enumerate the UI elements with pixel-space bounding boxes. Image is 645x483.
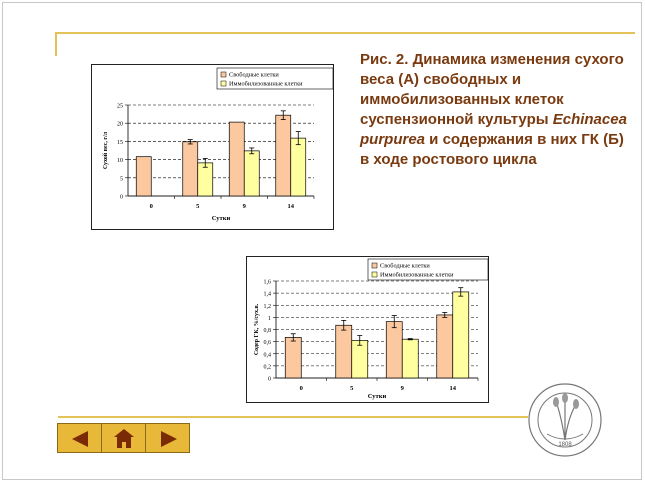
title-text: Рис. 2. Динамика изменения сухого веса (А) свободных и иммобилизованных клеток суспензионной культуры bbox=[360, 51, 624, 128]
legend-swatch-free bbox=[221, 72, 226, 77]
y-tick-label: 25 bbox=[117, 103, 123, 110]
legend-swatch-immobilized bbox=[372, 272, 377, 277]
y-tick-label: 1 bbox=[268, 315, 271, 322]
x-axis-label: Сутки bbox=[211, 215, 231, 222]
y-axis-label: Содер ГК, %/сух.в. bbox=[254, 303, 260, 356]
x-tick-label: 0 bbox=[299, 385, 303, 392]
title-text-end: и содержания в них ГК (Б) в ходе ростового цикла bbox=[360, 131, 624, 168]
legend-swatch-free bbox=[372, 263, 377, 268]
legend-label: Иммобилизованные клетки bbox=[380, 271, 454, 279]
x-tick-label: 0 bbox=[149, 203, 153, 210]
y-tick-label: 15 bbox=[117, 139, 123, 146]
x-tick-label: 9 bbox=[400, 385, 404, 392]
x-tick-label: 14 bbox=[449, 385, 456, 392]
y-tick-label: 10 bbox=[117, 158, 123, 165]
bottom-accent-line bbox=[58, 416, 528, 418]
bar-immobilized bbox=[352, 340, 368, 378]
bar-free bbox=[183, 142, 198, 196]
y-tick-label: 0,6 bbox=[263, 340, 271, 347]
home-icon bbox=[102, 424, 147, 454]
top-accent-line-vertical bbox=[55, 32, 57, 56]
y-tick-label: 1,6 bbox=[263, 279, 271, 286]
slide-title bbox=[360, 50, 630, 170]
y-tick-label: 1,2 bbox=[263, 303, 271, 310]
bar-free bbox=[437, 315, 453, 378]
x-axis-label: Сутки bbox=[367, 393, 387, 400]
y-tick-label: 0,8 bbox=[263, 328, 271, 334]
bar-free bbox=[136, 157, 151, 196]
y-axis-label: Сухой вес, г/л bbox=[103, 131, 109, 170]
bar-immobilized bbox=[402, 339, 418, 378]
bar-free bbox=[276, 115, 291, 196]
bar-free bbox=[229, 122, 244, 196]
y-tick-label: 0,2 bbox=[263, 364, 271, 371]
chart-a-svg bbox=[92, 65, 335, 231]
legend-label: Свободные клетки bbox=[380, 262, 430, 270]
y-tick-label: 0,4 bbox=[263, 352, 271, 359]
bar-free bbox=[285, 337, 301, 378]
chart-b-svg bbox=[247, 257, 490, 404]
chart-b bbox=[246, 256, 489, 403]
university-seal-logo bbox=[527, 382, 603, 458]
bar-immobilized bbox=[291, 138, 306, 196]
x-tick-label: 5 bbox=[350, 385, 354, 392]
title-species: Echinacea purpurea bbox=[360, 111, 627, 148]
top-accent-line bbox=[55, 32, 635, 34]
y-tick-label: 5 bbox=[120, 176, 123, 183]
bar-immobilized bbox=[244, 151, 259, 196]
y-tick-label: 20 bbox=[117, 121, 123, 128]
bar-free bbox=[386, 322, 402, 378]
bar-immobilized bbox=[198, 163, 213, 196]
bar-free bbox=[336, 325, 352, 378]
bar-immobilized bbox=[453, 292, 469, 378]
forward-button[interactable] bbox=[145, 423, 190, 453]
arrow-right-icon bbox=[146, 424, 191, 454]
y-tick-label: 0 bbox=[268, 376, 271, 383]
chart-a bbox=[91, 64, 334, 230]
y-tick-label: 1,4 bbox=[263, 291, 271, 298]
arrow-left-icon bbox=[58, 424, 103, 454]
x-tick-label: 9 bbox=[242, 203, 246, 210]
x-tick-label: 5 bbox=[196, 203, 200, 210]
legend-label: Иммобилизованные клетки bbox=[229, 80, 303, 88]
legend-label: Свободные клетки bbox=[229, 71, 279, 79]
y-tick-label: 0 bbox=[120, 194, 123, 201]
home-button[interactable] bbox=[101, 423, 146, 453]
x-tick-label: 14 bbox=[287, 203, 294, 210]
seal-year: 1808 bbox=[558, 442, 572, 448]
back-button[interactable] bbox=[57, 423, 102, 453]
legend-swatch-immobilized bbox=[221, 81, 226, 86]
